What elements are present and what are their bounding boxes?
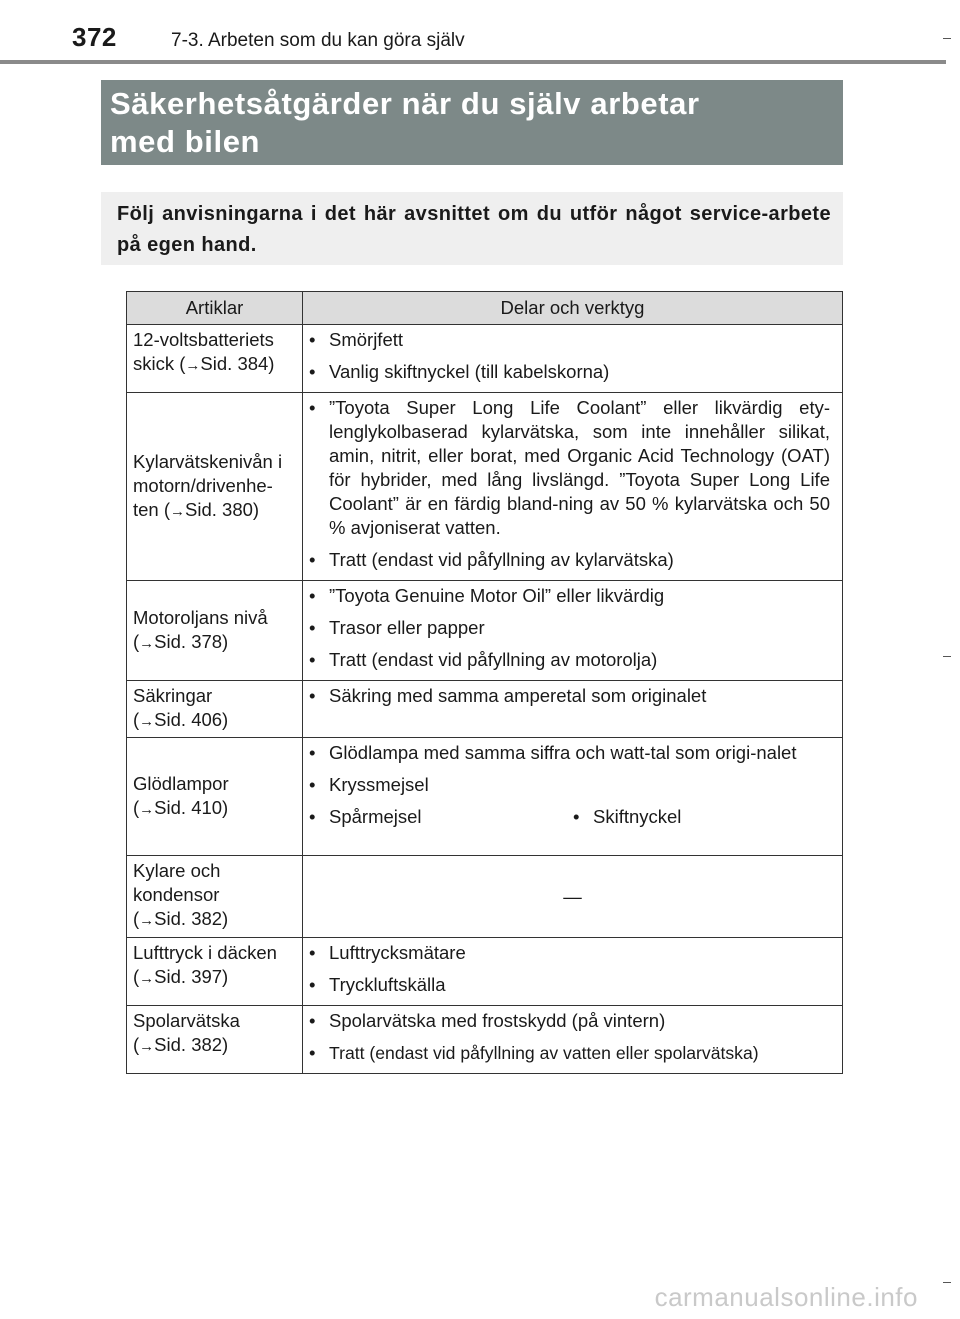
list-item — [309, 941, 830, 965]
article-line — [133, 796, 296, 822]
bullet-icon: • — [309, 774, 316, 795]
list-item-text: Lufttrycksmätare — [329, 942, 466, 963]
article-line — [133, 965, 296, 991]
crop-mark — [943, 656, 951, 657]
arrow-right-icon: → — [139, 800, 155, 818]
article-text: kondensor — [133, 884, 220, 905]
list-item — [309, 773, 830, 797]
list-item-text: Tratt (endast vid påfyllning av motorolja) — [329, 649, 658, 670]
bullet-icon: • — [309, 1042, 316, 1063]
list-item — [309, 396, 830, 540]
table-header-row — [127, 292, 843, 325]
page-reference: Sid. 380) — [185, 498, 260, 520]
bullet-icon: • — [309, 361, 316, 382]
table-row — [127, 393, 843, 581]
table-row — [127, 581, 843, 681]
bullet-icon: • — [309, 1010, 316, 1031]
crop-mark — [943, 1282, 951, 1283]
article-text: ( — [133, 1034, 140, 1055]
column-header-articles: Artiklar — [127, 292, 303, 325]
article-line — [133, 941, 296, 965]
list-item-pair-body — [329, 805, 830, 829]
list-item-pair — [309, 805, 830, 829]
article-text: Lufttryck i däcken — [133, 942, 277, 963]
list-item-text: Spolarvätska med frostskydd (på vintern) — [329, 1010, 666, 1031]
arrow-right-icon: → — [185, 357, 201, 374]
article-line — [133, 352, 296, 378]
page-reference: Sid. 378) — [154, 630, 229, 652]
table-row — [127, 325, 843, 393]
article-line — [133, 498, 296, 524]
bullet-icon: • — [309, 806, 316, 827]
list-item — [309, 360, 830, 384]
page-reference: Sid. 406) — [154, 709, 229, 730]
arrow-right-icon: → — [139, 713, 155, 730]
page-number: 372 — [72, 22, 117, 52]
list-item-text: Glödlampa med samma siffra och watt-tal som origi-nalet — [329, 742, 797, 763]
intro-text: Följ anvisningarna i det här avsnittet om du utför något service-arbete på egen hand. — [101, 192, 843, 265]
arrow-right-icon: → — [139, 912, 155, 929]
list-item — [309, 684, 830, 708]
list-item-text: Spårmejsel — [329, 806, 422, 827]
watermark: carmanualsonline.info — [654, 1282, 918, 1312]
parts-cell — [303, 581, 843, 681]
article-line — [133, 684, 296, 708]
list-item — [309, 1009, 830, 1033]
article-text: Säkringar — [133, 685, 213, 706]
article-line — [133, 606, 296, 630]
article-text: Motoroljans nivå — [133, 606, 268, 628]
article-line — [133, 859, 296, 883]
list-item — [309, 973, 830, 997]
list-item-text: Smörjfett — [329, 329, 404, 350]
list-item-text: Tratt (endast vid påfyllning av kylarvätska) — [329, 549, 674, 570]
article-text: Glödlampor — [133, 772, 229, 794]
list-item-text: Vanlig skiftnyckel (till kabelskorna) — [329, 361, 610, 382]
article-line — [133, 328, 296, 352]
bullet-icon: • — [573, 806, 580, 827]
arrow-right-icon: → — [139, 1038, 155, 1055]
bullet-icon: • — [309, 397, 316, 418]
article-text: motorn/drivenhe- — [133, 474, 273, 496]
parts-cell — [303, 325, 843, 393]
table-row — [127, 738, 843, 856]
article-text: ( — [133, 908, 140, 929]
list-item-text: Tratt (endast vid påfyllning av vatten eller spolarvätska) — [329, 1043, 759, 1063]
article-text: ten ( — [133, 498, 171, 520]
bullet-icon: • — [309, 942, 316, 963]
bullet-icon: • — [309, 685, 316, 706]
empty-dash: — — [563, 885, 582, 907]
page-reference: Sid. 410) — [154, 796, 229, 818]
bullet-icon: • — [309, 585, 316, 606]
article-line — [133, 1033, 296, 1059]
article-text: Spolarvätska — [133, 1010, 240, 1031]
page-reference: Sid. 382) — [154, 1034, 229, 1055]
article-cell — [127, 325, 303, 393]
article-line — [133, 708, 296, 734]
parts-cell — [303, 1006, 843, 1074]
list-item-text: Säkring med samma amperetal som originalet — [329, 685, 707, 706]
article-text: ( — [133, 966, 140, 987]
bullet-icon: • — [309, 649, 316, 670]
bullet-icon: • — [309, 742, 316, 763]
article-line — [133, 630, 296, 656]
article-line — [133, 1009, 296, 1033]
bullet-icon: • — [309, 974, 316, 995]
parts-table — [126, 291, 843, 1074]
page-title — [101, 80, 843, 165]
list-item-text: Kryssmejsel — [329, 774, 429, 795]
list-item-text: Skiftnyckel — [593, 806, 682, 827]
page-reference: Sid. 384) — [200, 353, 275, 374]
bullet-icon: • — [309, 549, 316, 570]
parts-cell — [303, 393, 843, 581]
list-item-text: Tryckluftskälla — [329, 974, 446, 995]
article-line — [133, 883, 296, 907]
list-item — [309, 328, 830, 352]
parts-cell — [303, 738, 843, 856]
article-line — [133, 772, 296, 796]
page-reference: Sid. 397) — [154, 966, 229, 987]
article-cell — [127, 856, 303, 938]
section-title: 7-3. Arbeten som du kan göra själv — [171, 30, 465, 51]
article-text: ( — [133, 796, 140, 818]
header-rule — [0, 60, 946, 64]
article-cell — [127, 1006, 303, 1074]
list-item-text: Trasor eller papper — [329, 617, 485, 638]
article-text: Kylarvätskenivån i — [133, 450, 283, 472]
article-text: skick ( — [133, 353, 186, 374]
article-text: ( — [133, 709, 140, 730]
table-row — [127, 856, 843, 938]
article-cell — [127, 393, 303, 581]
page-title-line1: Säkerhetsåtgärder när du själv arbetar — [110, 86, 700, 121]
article-text: Kylare och — [133, 860, 221, 881]
article-line — [133, 474, 296, 498]
list-item — [309, 1041, 830, 1065]
crop-mark — [943, 38, 951, 39]
parts-cell — [303, 938, 843, 1006]
column-header-parts: Delar och verktyg — [303, 292, 843, 325]
table-row — [127, 1006, 843, 1074]
parts-cell — [303, 856, 843, 938]
bullet-icon: • — [309, 617, 316, 638]
list-item — [309, 584, 830, 608]
article-cell — [127, 681, 303, 738]
list-item — [309, 741, 830, 765]
article-line — [133, 450, 296, 474]
article-cell — [127, 738, 303, 856]
page-title-line2: med bilen — [110, 124, 261, 159]
arrow-right-icon: → — [139, 634, 155, 652]
arrow-right-icon: → — [170, 502, 186, 520]
list-item — [309, 648, 830, 672]
table-row — [127, 938, 843, 1006]
article-cell — [127, 581, 303, 681]
page-reference: Sid. 382) — [154, 908, 229, 929]
list-item-text: ”Toyota Super Long Life Coolant” eller likvärdig ety-lenglykolbaserad kylarvätska, som inte innehåller silikat, amin, nitrit, eller borat, med Organic Acid Technology (OAT) för hybrider, med lång livslängd. ”Toyota Super Long Life Coolant” är en färdig bland-ning av 50 % kylarvätska och 50 % avjoniserat vatten. — [329, 397, 830, 538]
list-item-text: ”Toyota Genuine Motor Oil” eller likvärdig — [329, 585, 665, 606]
bullet-icon: • — [309, 329, 316, 350]
table-row — [127, 681, 843, 738]
list-item — [309, 616, 830, 640]
list-item — [309, 548, 830, 572]
article-text: ( — [133, 630, 140, 652]
arrow-right-icon: → — [139, 970, 155, 987]
article-text: 12-voltsbatteriets — [133, 329, 274, 350]
article-line — [133, 907, 296, 933]
article-cell — [127, 938, 303, 1006]
parts-cell — [303, 681, 843, 738]
